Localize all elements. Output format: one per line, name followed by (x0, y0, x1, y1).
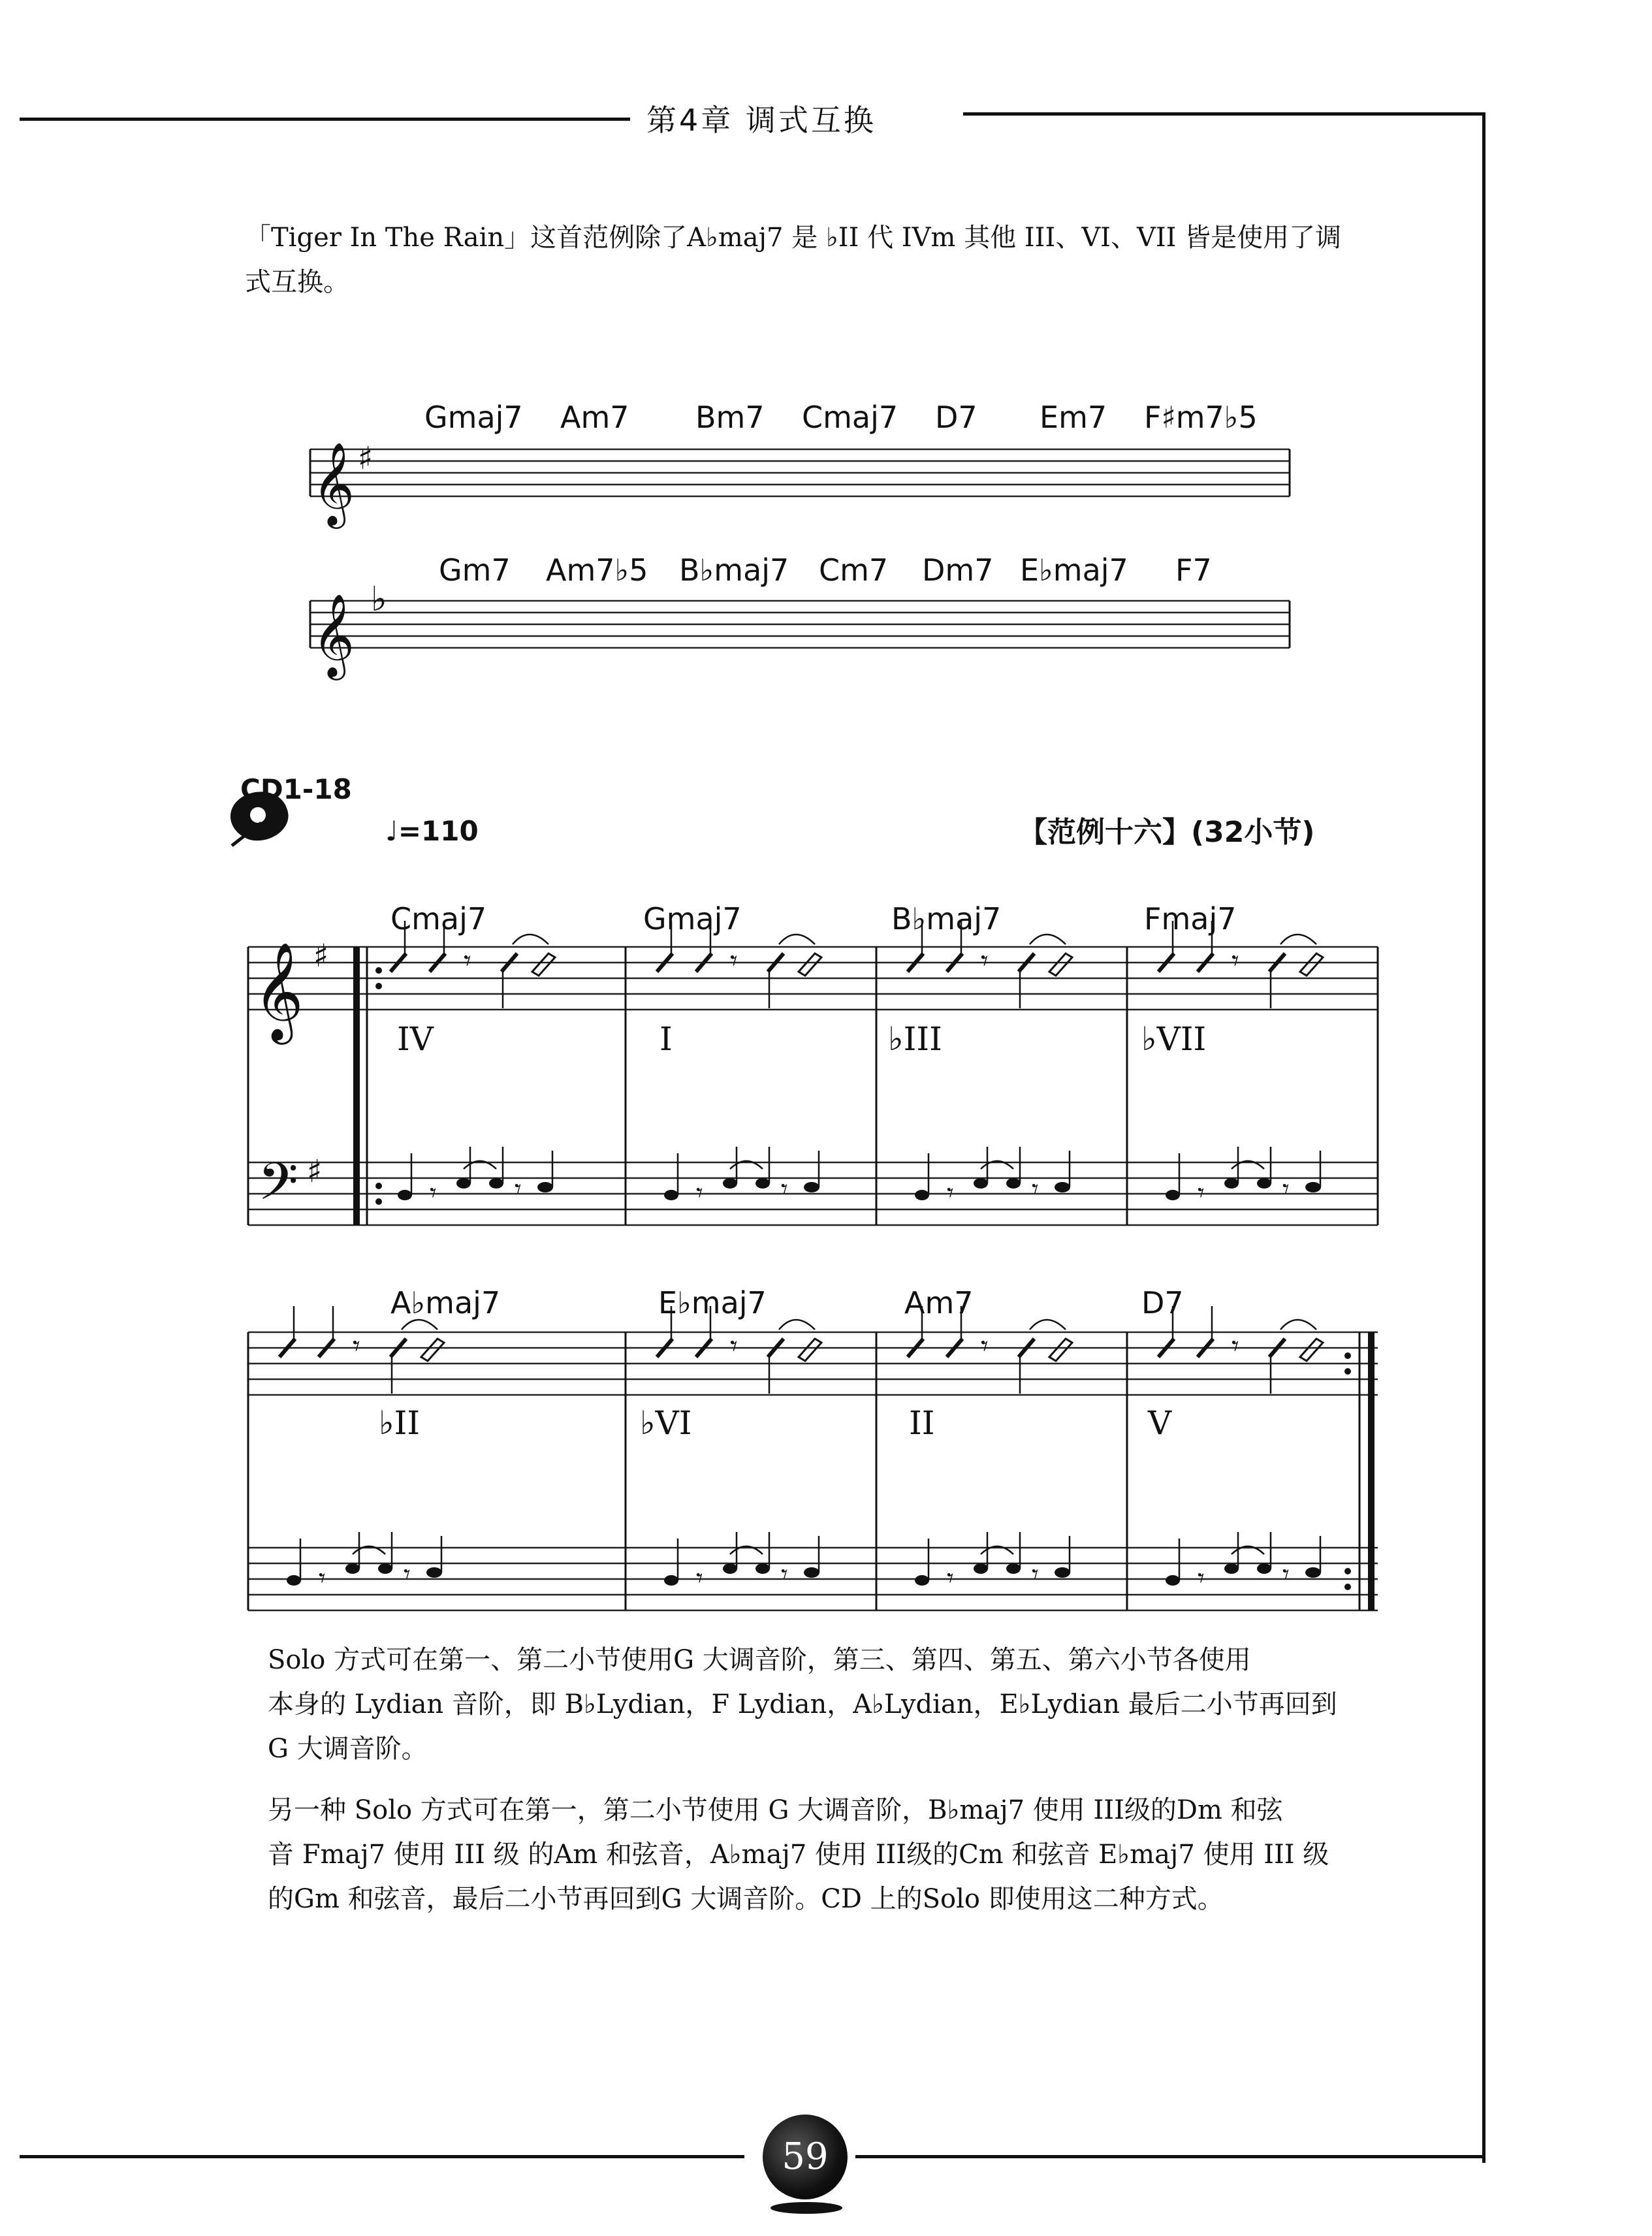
chord-label: Dm7 (922, 552, 994, 588)
rest-symbol: 𝄾 (696, 1178, 703, 1208)
bass-note (1006, 1178, 1021, 1189)
chord-label: Em7 (1040, 400, 1107, 435)
bass-note (1224, 1563, 1239, 1574)
half-note-slash (532, 953, 555, 976)
bass-note (755, 1563, 770, 1574)
rest-symbol: 𝄾 (730, 1330, 738, 1363)
solo-paragraph-1 (268, 1638, 1378, 1771)
chord-label: F7 (1175, 552, 1212, 588)
chord-label: Am7 (904, 1285, 974, 1320)
roman-numeral: ♭II (379, 1404, 421, 1442)
roman-numeral: I (659, 1020, 673, 1058)
tempo-value: =110 (398, 815, 479, 847)
tie (513, 934, 548, 944)
chapter-title: 第4章 调式互换 (646, 103, 876, 138)
rest-symbol: 𝄾 (1198, 1178, 1205, 1208)
repeat-dot (375, 983, 382, 989)
chord-label: D7 (1141, 1285, 1184, 1320)
bass-note (345, 1563, 360, 1574)
rest-symbol: 𝄾 (404, 1559, 411, 1589)
solo-p2-line2: 音 Fmaj7 使用 III 级 的Am 和弦音，A♭maj7 使用 III级的Cm 和弦音 E♭maj7 使用 III 级 (268, 1840, 1329, 1870)
rest-symbol: 𝄾 (515, 1174, 522, 1204)
rest-symbol: 𝄾 (947, 1563, 954, 1593)
intro-line-1: 「Tiger In The Rain」这首范例除了A♭maj7 是 ♭II 代 IVm 其他 III、VI、VII 皆是使用了调 (245, 223, 1342, 253)
tie (779, 934, 815, 944)
tie (402, 1320, 437, 1330)
bass-note (723, 1178, 737, 1189)
footer-rule-left (20, 2155, 744, 2158)
rest-symbol: 𝄾 (1282, 1559, 1290, 1589)
half-note-slash (421, 1339, 444, 1361)
chord-label: Gmaj7 (643, 901, 742, 936)
rest-symbol: 𝄾 (1032, 1559, 1039, 1589)
rest-symbol: 𝄾 (353, 1330, 360, 1363)
bass-note (1166, 1190, 1180, 1200)
intro-line-2: 式互换。 (245, 267, 349, 297)
chord-label: B♭maj7 (679, 552, 789, 588)
rest-symbol: 𝄾 (781, 1559, 788, 1589)
bass-note (664, 1575, 678, 1586)
half-note-slash (1049, 953, 1072, 976)
key-signature-sharp: ♯ (358, 440, 373, 477)
repeat-dot (375, 967, 382, 974)
bass-note (398, 1190, 412, 1200)
rest-symbol: 𝄾 (947, 1178, 954, 1208)
bass-note (915, 1575, 929, 1586)
chord-label: D7 (935, 400, 977, 435)
page-number-ornament (770, 2202, 842, 2214)
rest-symbol: 𝄾 (1032, 1174, 1039, 1204)
chord-label: E♭maj7 (1020, 552, 1128, 588)
chord-label: Am7♭5 (546, 552, 648, 588)
rest-symbol: 𝄾 (1198, 1563, 1205, 1593)
chord-label: Gmaj7 (424, 400, 523, 435)
tie (1030, 1320, 1066, 1330)
tie (1280, 1320, 1316, 1330)
chord-label: Gm7 (439, 552, 511, 588)
chord-label: B♭maj7 (891, 901, 1002, 936)
rest-symbol: 𝄾 (319, 1563, 326, 1593)
key-signature-sharp: ♯ (313, 938, 329, 974)
chord-label: E♭maj7 (658, 1285, 767, 1320)
half-note-slash (1049, 1339, 1072, 1361)
repeat-dot (1344, 1368, 1351, 1375)
bass-note (723, 1563, 737, 1574)
rest-symbol: 𝄾 (1282, 1174, 1290, 1204)
key-signature-sharp: ♯ (307, 1153, 323, 1190)
bass-note (287, 1575, 301, 1586)
treble-clef: 𝄞 (312, 593, 355, 677)
cd-track-label: CD1-18 (240, 773, 352, 805)
solo-p2-line1: 另一种 Solo 方式可在第一，第二小节使用 G 大调音阶，B♭maj7 使用 III级的Dm 和弦 (268, 1795, 1283, 1825)
roman-numeral: ♭VI (640, 1404, 692, 1442)
rest-symbol: 𝄾 (696, 1563, 703, 1593)
bass-note (489, 1178, 503, 1189)
treble-clef: 𝄞 (312, 441, 355, 525)
bass-note (1257, 1563, 1271, 1574)
solo-paragraphs (268, 1638, 1378, 1938)
solo-p2-line3: 的Gm 和弦音，最后二小节再回到G 大调音阶。CD 上的Solo 即使用这二种方式。 (268, 1884, 1224, 1914)
solo-p1-line1: Solo 方式可在第一、第二小节使用G 大调音阶，第三、第四、第五、第六小节各使用 (268, 1645, 1251, 1675)
rest-symbol: 𝄾 (464, 944, 471, 978)
bass-note (664, 1190, 678, 1200)
tie (1280, 934, 1316, 944)
key-signature-flat: ♭ (371, 580, 387, 619)
chord-label: Cm7 (819, 552, 889, 588)
chord-label: Am7 (560, 400, 629, 435)
repeat-dot (1344, 1568, 1351, 1574)
repeat-dot (1344, 1584, 1351, 1590)
chord-label: Cmaj7 (390, 901, 487, 936)
bass-note (1257, 1178, 1271, 1189)
chord-label: Bm7 (695, 400, 765, 435)
rest-symbol: 𝄾 (981, 1330, 989, 1363)
bass-note (1055, 1182, 1070, 1192)
chord-label: Cmaj7 (802, 400, 898, 435)
rest-symbol: 𝄾 (730, 944, 738, 978)
rest-symbol: 𝄾 (781, 1174, 788, 1204)
solo-paragraph-2 (268, 1788, 1378, 1921)
chord-label: A♭maj7 (390, 1285, 501, 1320)
half-note-slash (799, 953, 821, 976)
bass-note (1305, 1567, 1321, 1578)
rest-symbol: 𝄾 (1231, 1330, 1239, 1363)
bass-note (915, 1190, 929, 1200)
bass-note (974, 1178, 988, 1189)
bass-note (804, 1182, 819, 1192)
roman-numeral: IV (397, 1020, 434, 1058)
rest-symbol: 𝄾 (981, 944, 989, 978)
tempo-marking: ♩=110 (385, 815, 479, 847)
bass-note (974, 1563, 988, 1574)
bass-note (456, 1178, 471, 1189)
bass-note (755, 1178, 770, 1189)
chord-label: Fmaj7 (1144, 901, 1237, 936)
bass-note (1006, 1563, 1021, 1574)
roman-numeral: ♭VII (1141, 1020, 1207, 1058)
example-title: 【范例十六】(32小节) (1019, 816, 1315, 849)
bass-note (537, 1182, 553, 1192)
solo-p1-line3: G 大调音阶。 (268, 1734, 428, 1764)
solo-p1-line2: 本身的 Lydian 音阶，即 B♭Lydian，F Lydian，A♭Lydian，E♭Lydian 最后二小节再回到 (268, 1689, 1337, 1719)
bass-note (804, 1567, 819, 1578)
bass-note (1224, 1178, 1239, 1189)
page-number: 59 (763, 2115, 848, 2199)
tie (1030, 934, 1066, 944)
chord-label: F♯m7♭5 (1144, 400, 1258, 435)
repeat-dot (375, 1198, 382, 1205)
bass-note (426, 1567, 442, 1578)
roman-numeral: ♭III (888, 1020, 942, 1058)
rest-symbol: 𝄾 (1231, 944, 1239, 978)
roman-numeral: V (1148, 1404, 1172, 1442)
tie (779, 1320, 815, 1330)
repeat-dot (375, 1183, 382, 1189)
footer-rule-right (855, 2155, 1485, 2158)
half-note-slash (799, 1339, 821, 1361)
bass-note (1305, 1182, 1321, 1192)
bass-clef: 𝄢 (258, 1151, 298, 1224)
half-note-slash (1300, 1339, 1323, 1361)
repeat-dot (1344, 1352, 1351, 1359)
half-note-slash (1300, 953, 1323, 976)
roman-numeral: II (909, 1404, 935, 1442)
rest-symbol: 𝄾 (430, 1178, 437, 1208)
bass-note (1166, 1575, 1180, 1586)
treble-clef: 𝄞 (253, 941, 304, 1040)
bass-note (1055, 1567, 1070, 1578)
bass-note (378, 1563, 392, 1574)
